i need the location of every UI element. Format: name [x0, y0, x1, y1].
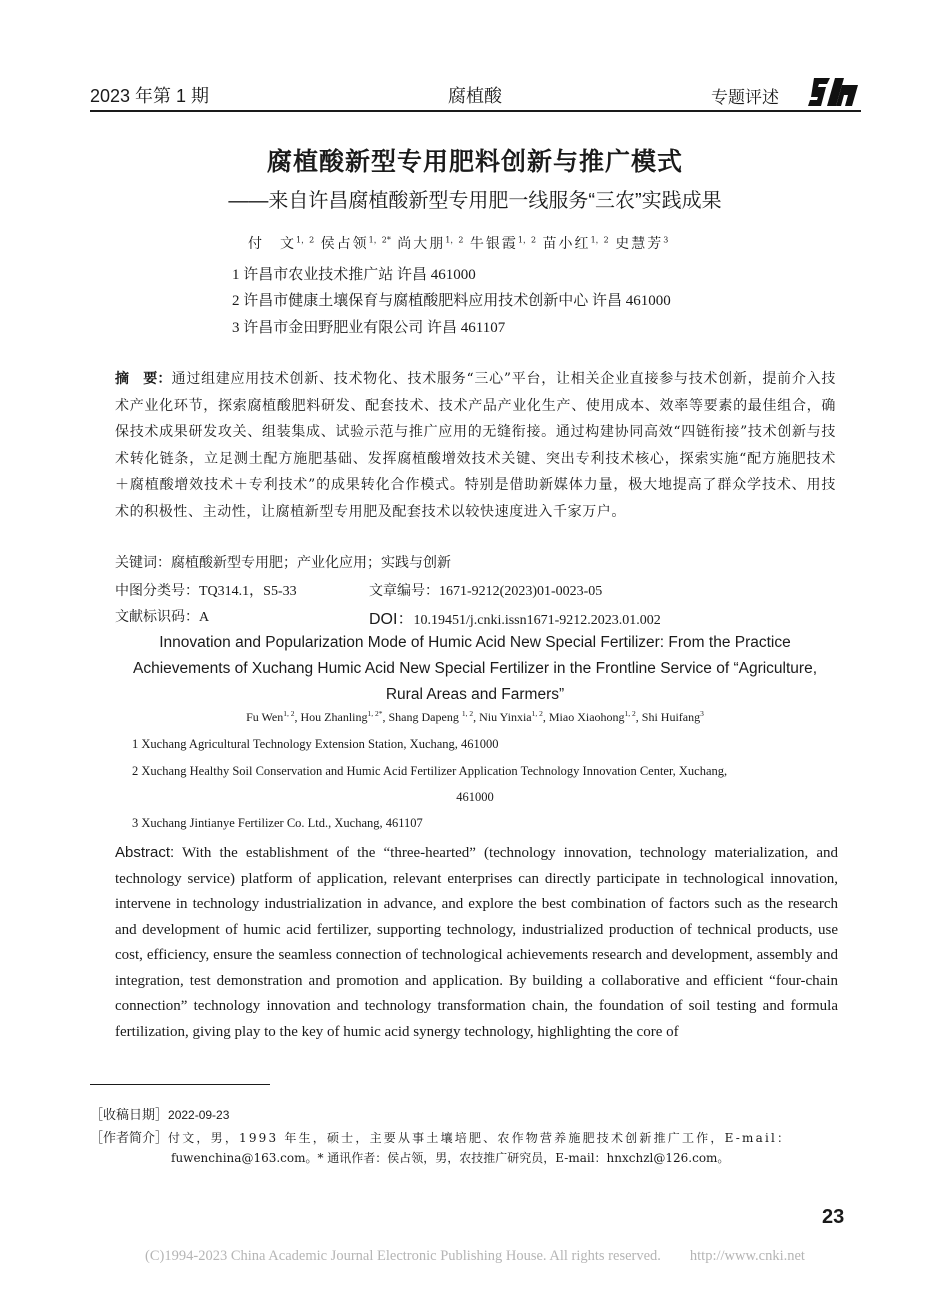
article-number	[369, 580, 602, 600]
author-cn: 付 文$^{1,2}$	[248, 235, 315, 252]
header-journal-name: 腐植酸	[448, 86, 502, 106]
abstract-en	[115, 840, 838, 1045]
author-list-cn	[248, 233, 668, 253]
page-number: 23	[822, 1206, 845, 1228]
author-cn: 苗小红$^{1,2}$	[542, 235, 609, 252]
keywords-text: 腐植酸新型专用肥；产业化应用；实践与创新	[171, 555, 451, 571]
english-title-line: Achievements of Xuchang Humic Acid New Special Fertilizer in the Frontline Service of “Agriculture,	[132, 660, 817, 677]
affiliation-en-3: 3 Xuchang Jintianye Fertilizer Co. Ltd., Xuchang, 461107	[132, 816, 423, 830]
clc-value: TQ314.1，S5-33	[199, 584, 297, 599]
header-rule	[90, 110, 861, 112]
author-en: Fu Wen$^{1, 2}$	[246, 709, 295, 724]
affiliation-cn-2: 2 许昌市健康土壤保育与腐植酸肥料应用技术创新中心 许昌 461000	[232, 293, 671, 309]
author-en: Niu Yinxia$^{1, 2}$	[479, 709, 543, 724]
received-label: ［收稿日期］	[90, 1107, 169, 1122]
received-value: 2022-09-23	[168, 1108, 230, 1122]
author-cn: 牛银霞$^{1,2}$	[469, 235, 537, 252]
abstract-en-label: Abstract:	[115, 844, 175, 861]
abstract-cn-text: 通过组建应用技术创新、技术物化、技术服务“三心”平台，让相关企业直接参与技术创新，提前介入技术产业化环节，探索腐植酸肥料研发、配套技术、技术产品产业化生产、使用成本、效率等要素的最佳组合，确保技术成果研发攻关、组装集成、试验示范与推广应用的无缝衔接。通过构建协同高效“四链衔接”技术创新与技术转化链条，立足测土配方施肥基础、发挥腐植酸增效技术关键、突出专利技术核心，探索实施“配方施肥技术＋腐植酸增效技术＋专利技术”的成果转化合作模式。特别是借助新媒体力量，极大地提高了群众学技术、用技术的积极性、主动性，让腐植新型专用肥及配套技术以较快速度进入千家万户。	[115, 371, 836, 520]
journal-logo-icon	[808, 76, 860, 108]
author-cn: 尚大朋$^{1,2}$	[397, 235, 464, 252]
doi	[369, 606, 661, 629]
document-code-label: 文献标识码：	[115, 608, 199, 624]
author-bio-line1: 付文，男，1993 年生，硕士，主要从事土壤培肥、农作物营养施肥技术创新推广工作，E-mail：	[168, 1131, 792, 1145]
clc-number	[115, 580, 297, 600]
footnote-rule	[90, 1084, 270, 1085]
abstract-cn	[115, 365, 836, 525]
affiliation-en-2: 2 Xuchang Healthy Soil Conservation and Humic Acid Fertilizer Application Technology Innovation Center, Xuchang,	[132, 764, 728, 778]
clc-label: 中图分类号：	[115, 582, 199, 598]
article-subtitle: ——来自许昌腐植酸新型专用肥一线服务“三农”实践成果	[228, 190, 722, 212]
english-title-line: Rural Areas and Farmers”	[385, 686, 565, 703]
author-list-en: Fu Wen$^{1, 2}$, Hou Zhanling$^{1, 2*}$, Shang Dapeng $^{1, 2}$, Niu Yinxia$^{1, 2}$, Miao Xiaohong$^{1, 2}$, Shi Huifang$^3$	[246, 709, 704, 724]
header-section: 专题评述	[711, 88, 779, 107]
affiliation-cn-1: 1 许昌市农业技术推广站 许昌 461000	[232, 267, 476, 283]
received-date	[90, 1104, 229, 1123]
article-number-label: 文章编号：	[369, 582, 439, 598]
copyright-notice: (C)1994-2023 China Academic Journal Electronic Publishing House. All rights reserved. http://www.cnki.net	[145, 1248, 805, 1264]
abstract-cn-label: 摘 要：	[115, 370, 172, 386]
doi-label: DOI：	[369, 611, 414, 628]
abstract-en-text: With the establishment of the “three-hearted” (technology innovation, technology materialization, and technology service) platform of application, relevant enterprises can directly participate in technological innovation, intervene in technology industrialization in advance, and explore the best combination of factors such as the research and development of humic acid fertilizer, supporting technology, industrialized production of technical products, use cost, efficiency, ensure the seamless connection of technological achievements research and development, assembly and integration, test demonstration and promotion and application. By building a collaborative and efficient “four-chain connection” technology innovation and technology transformation chain, the foundation of soil testing and formula fertilization, giving play to the key of humic acid synergy technology, highlighting the core of	[115, 845, 838, 1040]
english-title	[100, 630, 850, 708]
author-bio-line2: fuwenchina@163.com。* 通讯作者：侯占领，男，农技推广研究员，E-mail：hnxchzl@126.com。	[171, 1151, 730, 1165]
affiliation-en-1: 1 Xuchang Agricultural Technology Extension Station, Xuchang, 461000	[132, 737, 499, 751]
author-bio	[90, 1127, 860, 1146]
article-title: 腐植酸新型专用肥料创新与推广模式	[266, 148, 683, 176]
doi-link[interactable]: 10.19451/j.cnki.issn1671-9212.2023.01.002	[413, 613, 661, 628]
keywords-label: 关键词：	[115, 554, 171, 570]
document-code-value: A	[199, 610, 210, 625]
english-title-line: Innovation and Popularization Mode of Humic Acid New Special Fertilizer: From the Practice	[159, 634, 791, 651]
header-issue: 2023 年第 1 期	[90, 86, 210, 106]
author-cn: 侯占领$^{1,2*}$	[320, 235, 391, 252]
author-en: Hou Zhanling$^{1, 2*}$	[300, 709, 383, 724]
document-code	[115, 606, 209, 626]
article-number-value: 1671-9212(2023)01-0023-05	[439, 584, 603, 599]
author-en: Shi Huifang$^3$	[641, 709, 704, 724]
affiliation-cn-3: 3 许昌市金田野肥业有限公司 许昌 461107	[232, 320, 506, 336]
keywords	[115, 552, 451, 572]
author-bio-label: ［作者简介］	[90, 1130, 169, 1145]
affiliation-en-2-cont: 461000	[456, 790, 494, 804]
author-en: Miao Xiaohong$^{1, 2}$	[548, 709, 636, 724]
author-en: Shang Dapeng $^{1, 2}$	[388, 709, 474, 724]
author-cn: 史慧芳$^3$	[615, 235, 669, 252]
